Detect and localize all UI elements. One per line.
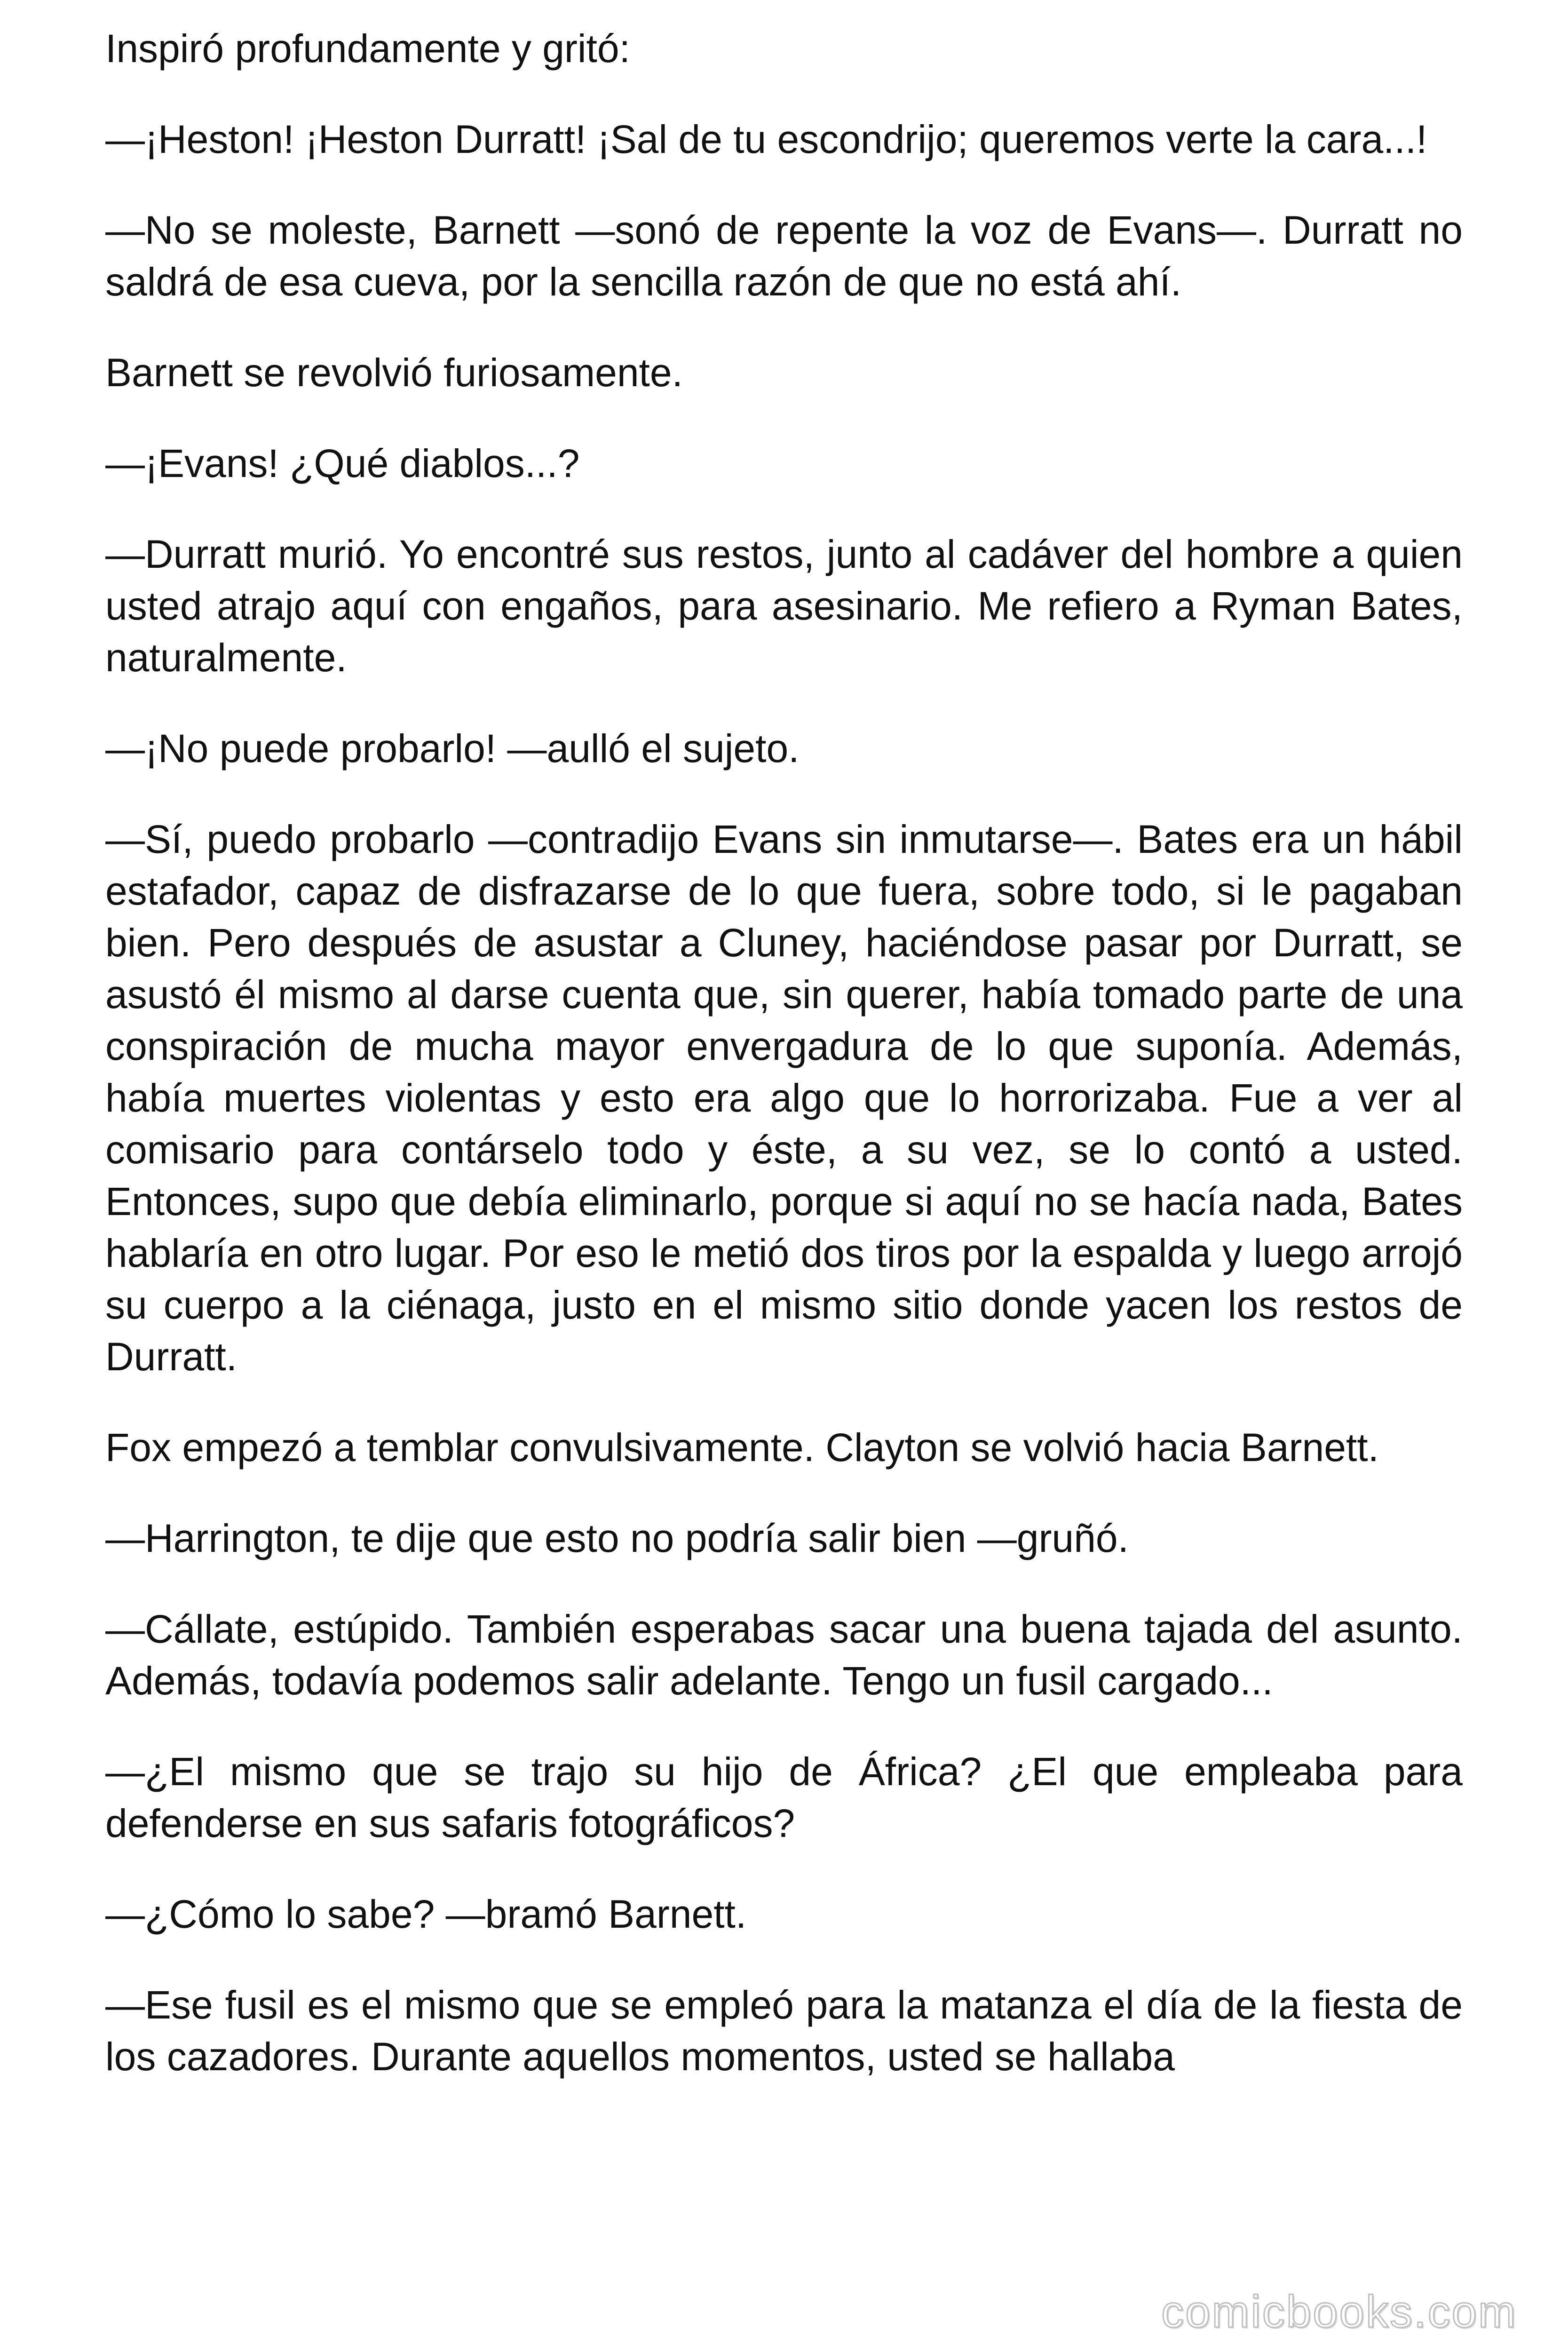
paragraph: —¿El mismo que se trajo su hijo de África? ¿El que empleaba para defenderse en sus safaris fotográficos?	[105, 1749, 1463, 1845]
paragraph: Barnett se revolvió furiosamente.	[105, 350, 683, 395]
paragraph: —Ese fusil es el mismo que se empleó para la matanza el día de la fiesta de los cazadores. Durante aquellos momentos, usted se hallaba	[105, 1983, 1463, 2079]
paragraph: —¡No puede probarlo! —aulló el sujeto.	[105, 726, 800, 771]
paragraph: —¿Cómo lo sabe? —bramó Barnett.	[105, 1892, 747, 1936]
paragraph: —Harrington, te dije que esto no podría salir bien —gruñó.	[105, 1516, 1129, 1560]
paragraph: —No se moleste, Barnett —sonó de repente la voz de Evans—. Durratt no saldrá de esa cueva, por la sencilla razón de que no está ahí.	[105, 208, 1463, 304]
watermark: comicbooks.com	[1161, 2287, 1517, 2337]
paragraph: —¡Heston! ¡Heston Durratt! ¡Sal de tu escondrijo; queremos verte la cara...!	[105, 117, 1427, 161]
page-text	[105, 23, 1463, 2082]
paragraph: Inspiró profundamente y gritó:	[105, 26, 630, 71]
paragraph: —Cállate, estúpido. También esperabas sacar una buena tajada del asunto. Además, todavía podemos salir adelante. Tengo un fusil cargado...	[105, 1607, 1463, 1703]
paragraph: —Sí, puedo probarlo —contradijo Evans sin inmutarse—. Bates era un hábil estafador, capaz de disfrazarse de lo que fuera, sobre todo, si le pagaban bien. Pero después de asustar a Cluney, haciéndose pasar por Durratt, se asustó él mismo al darse cuenta que, sin querer, había tomado parte de una conspiración de mucha mayor envergadura de lo que suponía. Además, había muertes violentas y esto era algo que lo horrorizaba. Fue a ver al comisario para contárselo todo y éste, a su vez, se lo contó a usted. Entonces, supo que debía eliminarlo, porque si aquí no se hacía nada, Bates hablaría en otro lugar. Por eso le metió dos tiros por la espalda y luego arrojó su cuerpo a la ciénaga, justo en el mismo sitio donde yacen los restos de Durratt.	[105, 817, 1463, 1379]
paragraph: —Durratt murió. Yo encontré sus restos, junto al cadáver del hombre a quien usted atrajo aquí con engaños, para asesinario. Me refiero a Ryman Bates, naturalmente.	[105, 532, 1463, 680]
paragraph: Fox empezó a temblar convulsivamente. Clayton se volvió hacia Barnett.	[105, 1425, 1379, 1470]
paragraph: —¡Evans! ¿Qué diablos...?	[105, 441, 580, 485]
